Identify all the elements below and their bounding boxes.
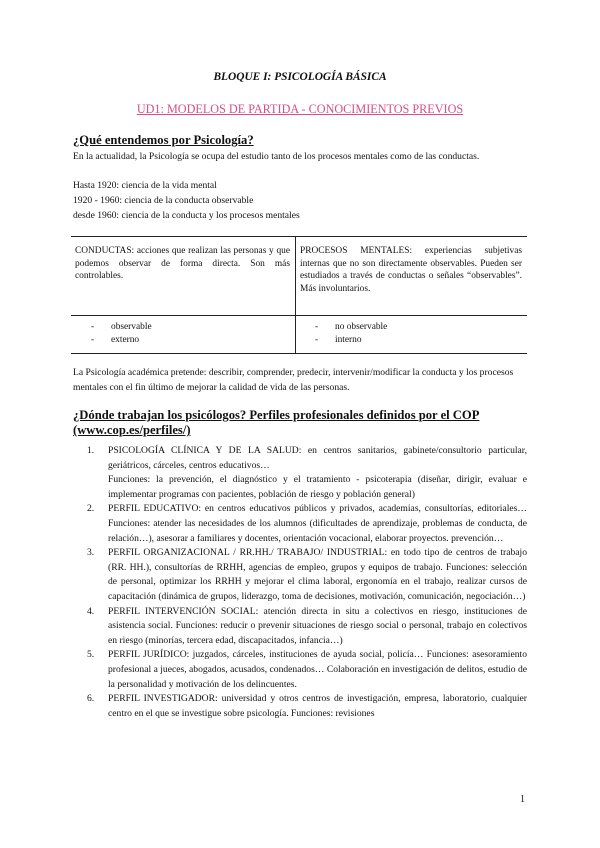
block-title: BLOQUE I: PSICOLOGÍA BÁSICA [213, 71, 387, 83]
timeline-line: 1920 - 1960: ciencia de la conducta observable [73, 195, 254, 206]
academic-paragraph: La Psicología académica pretende: describir, comprender, predecir, intervenir/modificar la conducta y los procesos mentales con el fin último de mejorar la calidad de vida de las personas. [73, 367, 514, 393]
table-divider [295, 237, 296, 353]
table-divider [71, 315, 527, 316]
timeline-line: desde 1960: ciencia de la conducta y los procesos mentales [73, 210, 300, 221]
procesos-mentales-definition: PROCESOS MENTALES: experiencias subjetivas internas que no son directamente observables. Pueden ser estudiados a través de conductas o señales “observables”. Más involuntarios. [300, 246, 522, 294]
list-item: 6. PERFIL INVESTIGADOR: universidad y otros centros de investigación, empresa, laboratorio, cualquier centro en el que se investigue sobre psicología. Funciones: revisiones [87, 693, 527, 719]
comparison-table: CONDUCTAS: acciones que realizan las personas y que podemos observar de forma directa. Son más controlables. PROCESOS MENTALES: experiencias subjetivas internas que no son directamente observables. Pueden ser estudiados a través de conductas o señales “observables”. Más involuntarios. - observable - externo - no observable - interno [71, 236, 527, 354]
profiles-list [87, 444, 527, 721]
section-heading-psychology: ¿Qué entendemos por Psicología? [73, 133, 254, 147]
list-item: 1. PSICOLOGÍA CLÍNICA Y DE LA SALUD: en centros sanitarios, gabinete/consultorio particular, geriátricos, cárceles, centros educativos… Funciones: la prevención, el diagnóstico y el tratamiento - psicoterapia (diseñar, dirigir, evaluar e implementar programas con pacientes, población de riesgo y población general) [87, 445, 527, 500]
section-heading-profiles: ¿Dónde trabajan los psicólogos? Perfiles profesionales definidos por el COP (www.cop.es/perfiles/) [73, 408, 480, 437]
timeline-line: Hasta 1920: ciencia de la vida mental [73, 180, 217, 191]
unit-title: UD1: MODELOS DE PARTIDA - CONOCIMIENTOS PREVIOS [136, 102, 464, 116]
list-item: 4. PERFIL INTERVENCIÓN SOCIAL: atención directa in situ a colectivos en riesgo, instituciones de asistencia social. Funciones: reducir o prevenir situaciones de riesgo social o personal, trabajo en colectivos en riesgo (minorías, tercera edad, discapacitados, infancia…) [87, 605, 527, 646]
list-item: 2. PERFIL EDUCATIVO: en centros educativos públicos y privados, academias, consultorías, editoriales… Funciones: atender las necesidades de los alumnos (dificultades de aprendizaje, problemas de conducta, de relación…), asesorar a familiares y docentes, orientación vocacional, elaborar proyectos. prevención… [87, 503, 527, 544]
cop-link[interactable]: (www.cop.es/perfiles/) [73, 423, 191, 437]
intro-paragraph: En la actualidad, la Psicología se ocupa del estudio tanto de los procesos mentales como de las conductas. [73, 151, 480, 162]
list-item: 3. PERFIL ORGANIZACIONAL / RR.HH./ TRABAJO/ INDUSTRIAL: en todo tipo de centros de trabajo (RR. HH.), consultorías de RRHH, agencias de empleo, grupos y equipos de trabajo. Funciones: selección de personal, optimizar los RRHH y mejorar el clima laboral, ergonomía en el trabajo, realizar cursos de capacitación (dinámica de grupos, liderazgo, toma de decisiones, motivación, comunicación, negociación…) [87, 547, 527, 602]
list-item: 5. PERFIL JURÍDICO: juzgados, cárceles, instituciones de ayuda social, policía… Funciones: asesoramiento profesional a jueces, abogados, acusados, condenados… Colaboración en investigación de delitos, estudio de la personalidad y motivación de los delincuentes. [87, 649, 527, 690]
conductas-definition: CONDUCTAS: acciones que realizan las personas y que podemos observar de forma directa. Son más controlables. [75, 246, 290, 281]
page-number: 1 [520, 794, 525, 805]
